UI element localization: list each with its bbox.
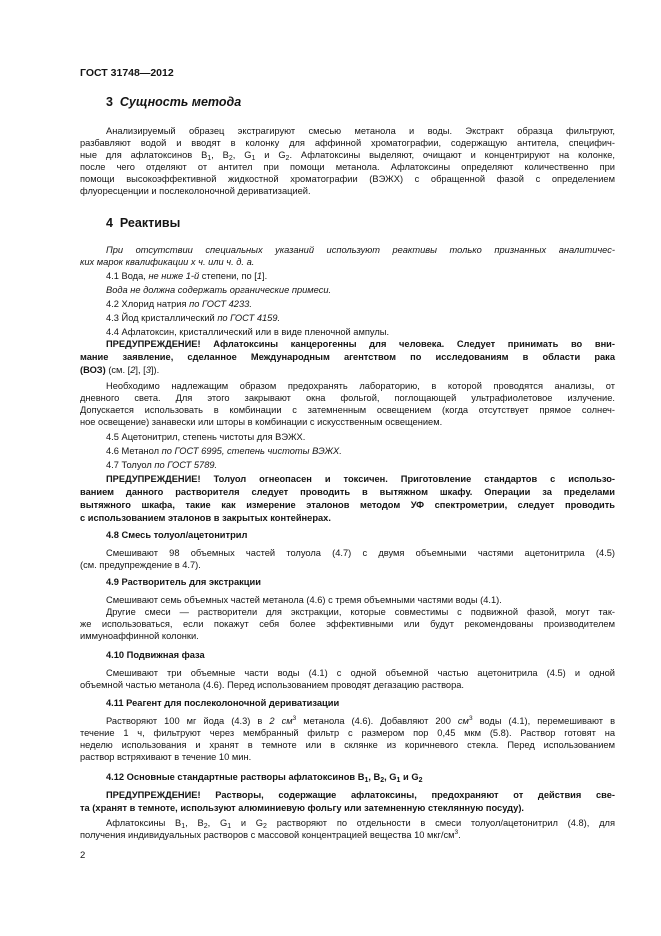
warning-solutions: ПРЕДУПРЕЖДЕНИЕ! Растворы, содержащие афлатоксины, предохраняют от действия све- <box>106 790 615 800</box>
subheading-4-11: 4.11 Реагент для послеколоночной дериватизации <box>106 698 340 708</box>
page-number: 2 <box>80 850 86 861</box>
subheading-4-9: 4.9 Растворитель для экстракции <box>106 577 261 587</box>
subheading-4-12: 4.12 Основные стандартные растворы афлатоксинов $B_1$, $B_2$, $G_1$ и $G_2$ <box>106 772 423 784</box>
warning-aflatoxin: ПРЕДУПРЕЖДЕНИЕ! Афлатоксины канцерогенны для человека. Следует принимать во вни- <box>106 339 615 349</box>
document-code: ГОСТ 31748—2012 <box>80 67 174 79</box>
subheading-4-10: 4.10 Подвижная фаза <box>106 650 205 660</box>
warning-toluene: ПРЕДУПРЕЖДЕНИЕ! Толуол огнеопасен и токсичен. Приготовление стандартов с использо- <box>106 474 615 484</box>
section-4-heading: 4 Реактивы <box>106 216 181 230</box>
section-3-heading: 3 Сущность метода <box>106 95 242 109</box>
subheading-4-8: 4.8 Смесь толуол/ацетонитрил <box>106 530 248 540</box>
